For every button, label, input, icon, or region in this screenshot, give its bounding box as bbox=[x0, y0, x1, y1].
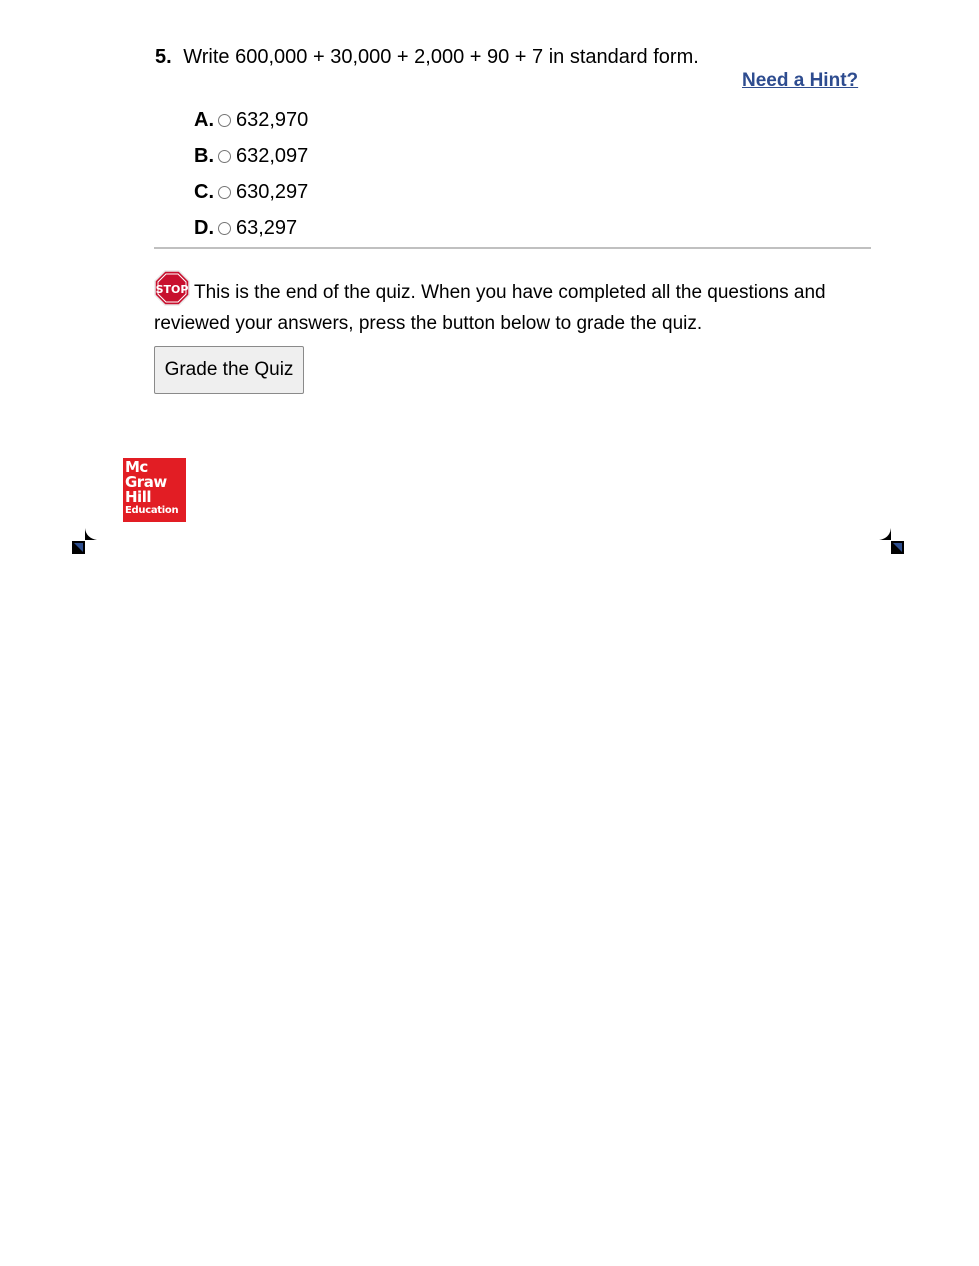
option-d-radio[interactable] bbox=[218, 222, 231, 235]
corner-bracket-right-icon bbox=[877, 527, 904, 554]
option-a-radio[interactable] bbox=[218, 114, 231, 127]
need-hint-link[interactable]: Need a Hint? bbox=[742, 70, 859, 91]
logo-line-3: Hill bbox=[125, 488, 151, 506]
option-c-radio[interactable] bbox=[218, 186, 231, 199]
option-letter: D. bbox=[194, 216, 214, 239]
option-value: 63,297 bbox=[236, 216, 298, 239]
section-divider bbox=[154, 247, 871, 249]
option-value: 632,097 bbox=[236, 144, 309, 167]
option-letter: B. bbox=[194, 144, 214, 167]
question-number: 5. bbox=[155, 46, 172, 68]
option-d[interactable] bbox=[194, 210, 308, 246]
end-of-quiz-message bbox=[154, 270, 854, 339]
stop-sign-icon bbox=[154, 270, 190, 306]
answer-options bbox=[194, 102, 308, 246]
option-c[interactable] bbox=[194, 174, 308, 210]
option-b-radio[interactable] bbox=[218, 150, 231, 163]
option-a[interactable] bbox=[194, 102, 308, 138]
mcgraw-hill-logo bbox=[123, 458, 186, 522]
corner-bracket-left-icon bbox=[72, 527, 99, 554]
grade-quiz-button[interactable]: Grade the Quiz bbox=[154, 346, 304, 394]
question-text: Write 600,000 + 30,000 + 2,000 + 90 + 7 in standard form. bbox=[183, 46, 699, 68]
logo-line-1: Mc bbox=[125, 458, 148, 476]
question-text-row bbox=[155, 44, 699, 70]
option-value: 630,297 bbox=[236, 180, 309, 203]
stop-sign-label: STOP bbox=[155, 283, 189, 296]
option-letter: A. bbox=[194, 108, 214, 131]
logo-line-4: Education bbox=[125, 505, 179, 516]
option-value: 632,970 bbox=[236, 108, 309, 131]
end-message-text: This is the end of the quiz. When you have completed all the questions and reviewed your answers, press the button below to grade the quiz. bbox=[154, 282, 826, 334]
option-b[interactable] bbox=[194, 138, 308, 174]
logo-line-2: Graw bbox=[125, 473, 167, 491]
option-letter: C. bbox=[194, 180, 214, 203]
